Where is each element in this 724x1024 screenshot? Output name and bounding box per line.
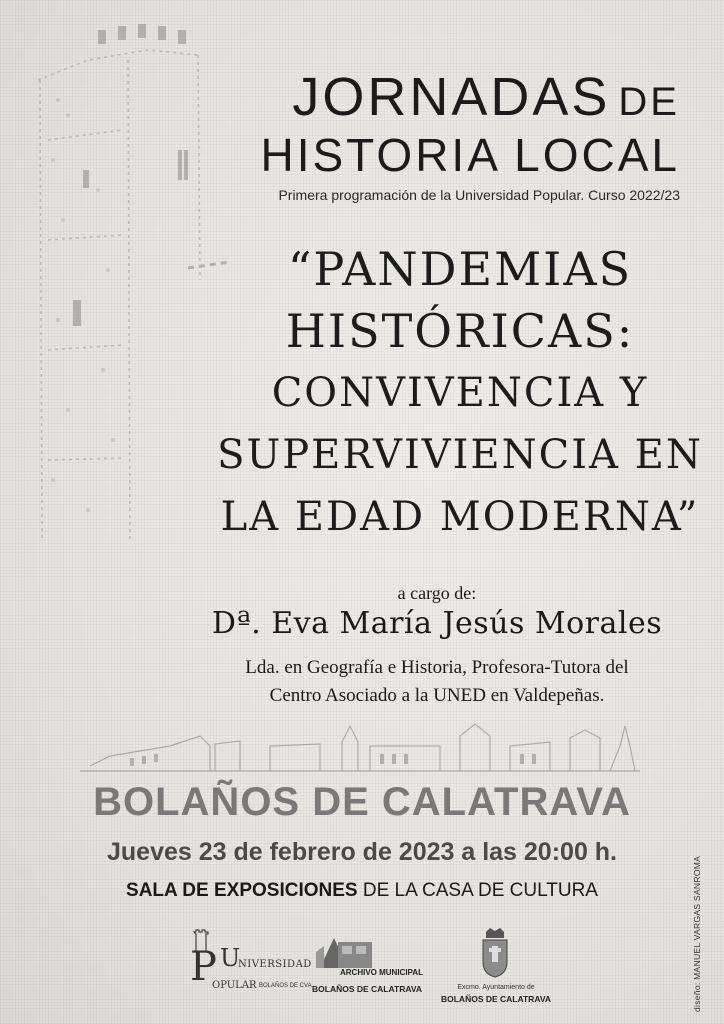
design-credit: diseño: MANUEL VARGAS SANROMA	[692, 855, 702, 1012]
talk-title-line1: “PANDEMIAS	[287, 242, 633, 296]
speaker-role-line1: Lda. en Geografía e Historia, Profesora-Tutora del	[245, 657, 629, 678]
talk-title-line4: SUPERVIVIENCIA EN	[217, 432, 703, 478]
logo-up-line2: OPULAR	[212, 980, 257, 991]
venue-bold: SALA DE EXPOSICIONES	[126, 880, 358, 901]
event-date: Jueves 23 de febrero de 2023 a las 20:00 h.	[106, 838, 618, 866]
speaker-role-line2: Centro Asociado a la UNED en Valdepeñas.	[269, 685, 605, 706]
logo-up-u: U	[220, 944, 241, 972]
talk-title	[200, 238, 720, 548]
title-de: DE	[618, 80, 680, 124]
talk-title-line5: LA EDAD MODERNA”	[220, 494, 700, 540]
title-historia-local: HISTORIA LOCAL	[260, 129, 680, 181]
town-skyline-illustration	[80, 716, 640, 778]
subtitle: Primera programación de la Universidad Popular. Curso 2022/23	[278, 187, 680, 203]
speaker-role	[0, 654, 724, 710]
universidad-popular-logo	[186, 928, 314, 1008]
ayuntamiento-logo	[436, 928, 556, 1010]
event-venue	[0, 880, 724, 902]
logo-up-line1: NIVERSIDAD	[238, 959, 312, 970]
talk-title-line3: CONVIVENCIA Y	[271, 370, 649, 416]
venue-rest: DE LA CASA DE CULTURA	[357, 880, 598, 901]
logo-archivo-line1: ARCHIVO MUNICIPAL	[340, 968, 423, 977]
speaker-name: Dª. Eva María Jesús Morales	[211, 606, 663, 641]
title-jornadas	[292, 66, 680, 128]
talk-title-line2: HISTÓRICAS:	[285, 304, 635, 358]
archivo-municipal-logo	[312, 928, 422, 1008]
logo-up-p: P	[190, 944, 217, 990]
title-jornadas-text: JORNADAS	[292, 67, 611, 127]
logo-ayuntamiento-line1: Excmo. Ayuntamiento de	[457, 984, 535, 991]
speaker-intro: a cargo de:	[397, 583, 477, 603]
coat-of-arms-icon	[480, 928, 510, 978]
town-name: BOLAÑOS DE CALATRAVA	[93, 780, 631, 824]
logo-up-line3: BOLAÑOS DE CVA.	[259, 983, 314, 989]
castle-tower-illustration	[28, 20, 228, 540]
logo-archivo-line2: BOLAÑOS DE CALATRAVA	[312, 984, 423, 994]
logo-ayuntamiento-line2: BOLAÑOS DE CALATRAVA	[440, 994, 552, 1004]
